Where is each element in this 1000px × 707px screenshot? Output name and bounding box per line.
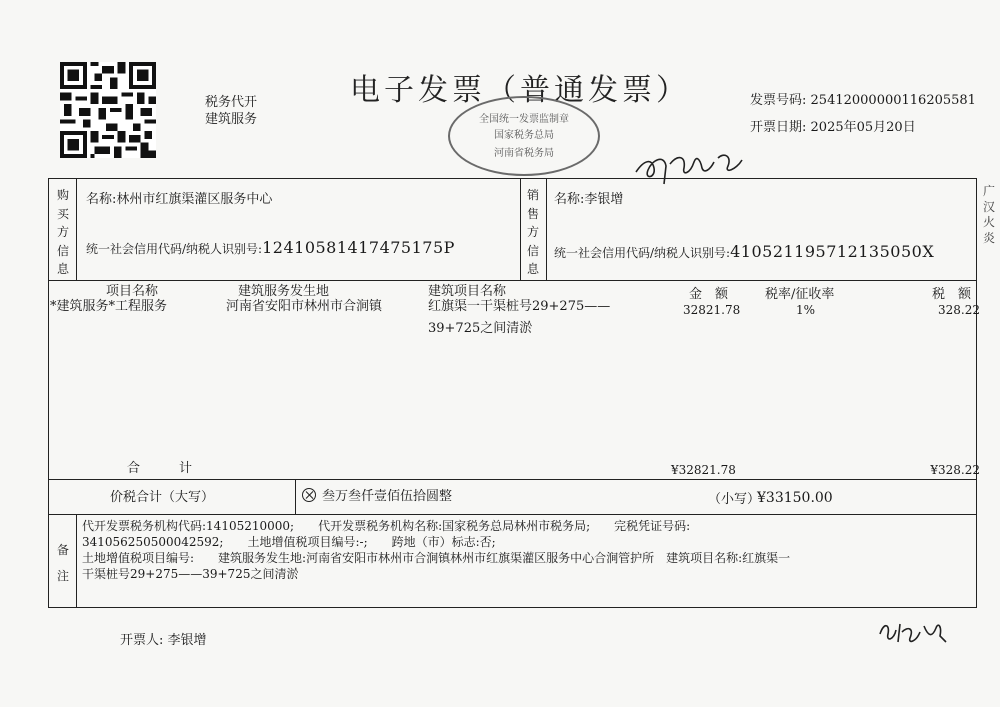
seller-label-divider [546,178,547,280]
invoice-date: 2025年05月20日 [810,120,916,135]
subtotal-label: 合 计 [127,461,193,476]
total-label: 价税合计（大写） [110,490,215,505]
buyer-name: 林州市红旗渠灌区服务中心 [116,192,273,207]
party-divider [520,178,521,280]
col-header-place: 建筑服务发生地 [238,284,330,299]
divider-total [48,514,977,515]
remarks-line-4: 干渠桩号29+275——39+725之间清淤 [82,567,299,581]
item-name: *建筑服务*工程服务 [50,299,168,314]
subtotal-amount: ¥32821.78 [671,463,736,477]
col-header-item: 项目名称 [106,284,159,299]
remarks-line-3: 土地增值税项目编号: 建筑服务发生地:河南省安阳市林州市合涧镇林州市红旗渠灌区服务中心合涧管护所 建筑项目名称:红旗渠一 [82,551,791,565]
col-header-rate: 税率/征收率 [765,287,835,302]
cross-circle-icon [302,488,316,502]
seal-text-3: 河南省税务局 [494,148,554,159]
seller-name-label: 名称: [554,192,585,207]
tag-construction-service: 建筑服务 [205,112,258,127]
remarks-line-1: 代开发票税务机构代码:14105210000; 代开发票税务机构名称:国家税务总局林州市税务局; 完税凭证号码: [82,519,691,533]
tax-bureau-seal [448,96,600,176]
seller-name: 李银增 [584,192,624,207]
invoice-no: 25412000000116205581 [810,93,976,108]
total-amount: ¥33150.00 [757,490,833,506]
side-note: 广汉火炎 [983,184,996,245]
divider-parties [48,280,977,281]
item-project-line2: 39+725之间清淤 [428,321,533,336]
buyer-section-label: 购买方信息 [56,188,69,277]
remarks-section-label: 备注 [56,543,69,584]
col-header-tax: 税 额 [932,287,972,302]
item-rate: 1% [796,303,816,317]
issuer-label: 开票人: [120,633,164,648]
item-amount: 32821.78 [683,303,741,317]
buyer-tax-id: 12410581417475175P [262,238,455,257]
qr-code-icon [60,62,156,158]
total-divider [295,479,296,514]
tag-agent-issued: 税务代开 [205,95,258,110]
divider-subtotal [48,479,977,480]
seal-text-2: 国家税务总局 [494,130,554,141]
seller-section-label: 销售方信息 [526,188,539,277]
buyer-name-label: 名称: [86,192,117,207]
total-small-label: （小写） [708,492,761,507]
item-tax: 328.22 [938,303,980,317]
issuer-name: 李银增 [167,633,207,648]
invoice-title: 电子发票（普通发票） [350,73,690,108]
seal-text-1: 全国统一发票监制章 [479,114,569,125]
buyer-label-divider [76,178,77,280]
buyer-id-label: 统一社会信用代码/纳税人识别号: [86,242,263,256]
item-project-line1: 红旗渠一干渠桩号29+275—— [428,299,611,314]
col-header-amount: 金 额 [689,287,729,302]
seller-id-label: 统一社会信用代码/纳税人识别号: [554,246,731,260]
col-header-project: 建筑项目名称 [428,284,507,299]
handwritten-signature-bottom [876,612,952,652]
invoice-no-label: 发票号码: [750,93,807,108]
seller-tax-id: 410521195712135050X [730,242,935,261]
date-label: 开票日期: [750,120,807,135]
subtotal-tax: ¥328.22 [930,463,980,477]
remarks-divider [76,514,77,608]
total-in-words: 叁万叁仟壹佰伍拾圆整 [322,489,453,504]
item-place: 河南省安阳市林州市合涧镇 [226,299,383,314]
remarks-line-2: 341056250500042592; 土地增值税项目编号:-; 跨地（市）标志:否; [82,535,496,549]
